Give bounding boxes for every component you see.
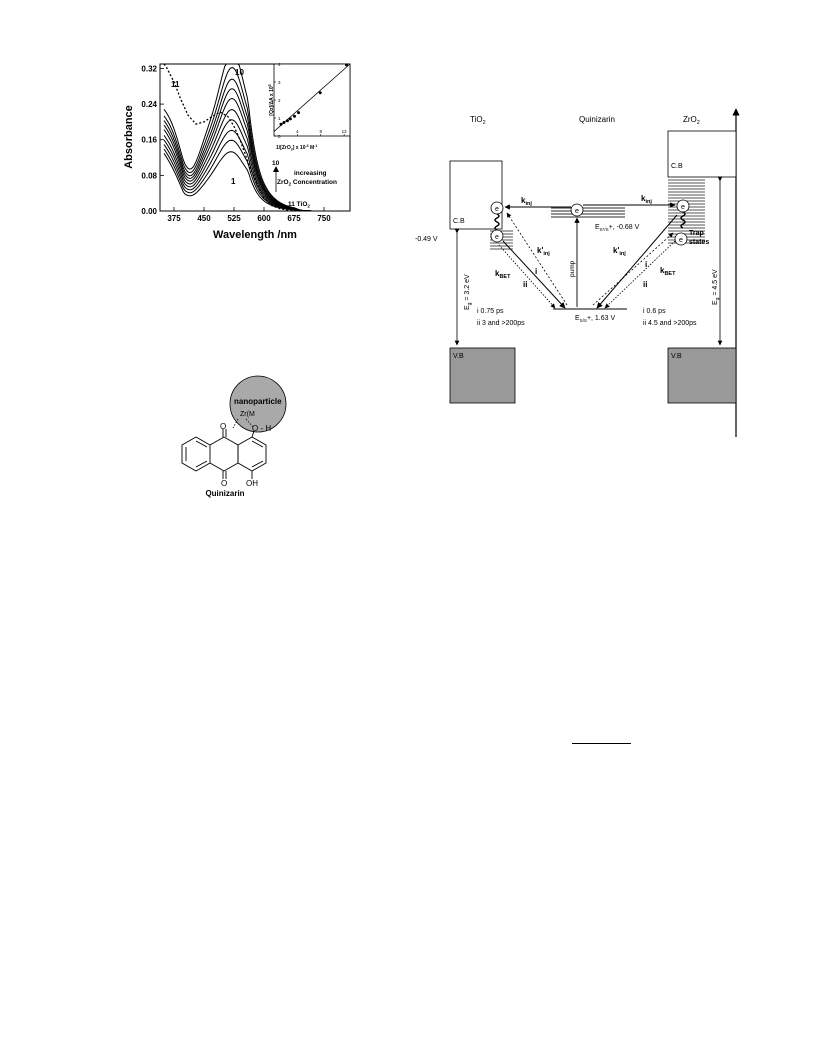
inset-point (280, 123, 283, 126)
curve-label-11: 11 (171, 80, 180, 89)
y-tick-label: 0.32 (141, 64, 157, 74)
zro2-conduction-band (668, 131, 736, 177)
electron-label: e (575, 208, 579, 215)
kbet-label-tio2: $k_{BET}$ (495, 269, 511, 280)
kinj-label-tio2: $k_{inj}$ (521, 196, 532, 207)
hydroxyl-label: OH (246, 479, 258, 488)
y-tick-label: 0.16 (141, 135, 157, 145)
inset-point (345, 63, 348, 66)
pump-label: pump (569, 260, 576, 277)
quinizarin-binding-figure (180, 375, 310, 500)
header-tio2: TiO$_2$ (470, 115, 486, 126)
quinizarin-molecule (182, 429, 266, 479)
metal-label: Zr(M (240, 411, 255, 418)
path-ii-tio2: ii (523, 280, 528, 289)
trap-states-label: Trap (689, 230, 704, 237)
kbet-label-zro2: $k_{BET}$ (660, 266, 676, 277)
tio2-time-ii: ii 3 and >200ps (477, 320, 525, 327)
oxygen-left: O (220, 422, 227, 431)
zro2-time-i: i 0.6 ps (643, 308, 666, 315)
zro2-cb-label: C.B (671, 163, 683, 170)
tio2-cb-label: C.B (453, 218, 465, 225)
excited-state-label: $E_{S*/S}+$, -0.68 V (595, 224, 640, 232)
zro2-time-ii: ii 4.5 and >200ps (643, 320, 697, 327)
zro2-gap-label: $E_g = 4.5$ eV (712, 269, 721, 305)
x-tick-label: 525 (227, 214, 241, 223)
x-tick-label: 750 (317, 214, 331, 223)
nanoparticle-label: nanoparticle (234, 397, 282, 406)
y-tick-label: 0.00 (141, 207, 157, 216)
inset-x-tick-label: 4 (296, 129, 299, 134)
path-i-tio2: i (535, 267, 538, 276)
electron-label: e (495, 206, 499, 213)
inset-point (319, 91, 322, 94)
inset-x-label: 1/[ZrO$_2$] x $10^{-3}$ $M^{-1}$ (276, 144, 318, 152)
tio2-time-i: i 0.75 ps (477, 308, 504, 315)
inset-y-tick-label: 4 (278, 62, 281, 67)
energy-level-diagram (415, 105, 750, 445)
electron-label: e (681, 204, 685, 211)
spectrum-line (164, 130, 311, 211)
relaxation-spring-icon (681, 212, 685, 228)
x-axis-label: Wavelength /nm (213, 229, 297, 241)
inset-y-label: [Qz]/ΔA x $10^5$ (268, 84, 275, 116)
kinj-prime-label-tio2: $k'_{inj}$ (537, 246, 550, 257)
kbet-arrow-i-tio2 (503, 241, 565, 308)
y-tick-label: 0.08 (141, 171, 157, 181)
inset-plot (268, 62, 350, 152)
annotation-tio2: 11 TiO$_2$ (288, 201, 310, 209)
trap-states-label-2: states (689, 239, 710, 246)
inset-y-tick-label: 0 (278, 134, 281, 139)
curve-label-10: 10 (235, 68, 244, 77)
y-tick-label: 0.24 (141, 100, 157, 110)
path-ii-zro2: ii (643, 280, 648, 289)
x-tick-label: 375 (167, 214, 181, 223)
annotation-zro2-concentration: ZrO$_2$ Concentration (277, 179, 337, 187)
footnote-rule (572, 743, 631, 744)
tio2-gap-label: $E_g = 3.2$ eV (464, 274, 473, 310)
absorption-spectrum-chart (118, 58, 353, 243)
arrow-label-10: 10 (272, 160, 280, 167)
header-zro2: ZrO$_2$ (683, 115, 700, 126)
tio2-potential-label: -0.49 V (415, 236, 438, 243)
x-tick-label: 675 (287, 214, 301, 223)
excited-state-levels (551, 208, 625, 217)
inset-y-tick-label: 3 (278, 80, 281, 85)
x-tick-label: 600 (257, 214, 271, 223)
zro2-vb-label: V.B (671, 353, 682, 360)
inset-point (286, 119, 289, 122)
quinizarin-caption: Quinizarin (205, 489, 245, 498)
inset-y-tick-label: 1 (278, 116, 281, 121)
kinj-prime-label-zro2: $k'_{inj}$ (613, 246, 626, 257)
kinj-prime-arrow-tio2 (507, 213, 567, 305)
oxygen-bottom: O (221, 479, 228, 488)
inset-x-tick-label: 12 (341, 129, 347, 134)
inset-x-tick-label: 8 (319, 129, 323, 134)
y-axis-label: Absorbance (123, 105, 135, 169)
ground-state-label: $E_{S/S}+$, 1.63 V (575, 315, 616, 323)
inset-point (289, 117, 292, 120)
tio2-vb-label: V.B (453, 353, 464, 360)
kinj-label-zro2: $k_{inj}$ (641, 194, 652, 205)
inset-point (297, 111, 300, 114)
path-i-zro2: i (645, 260, 648, 269)
inset-point (293, 115, 296, 118)
electron-label: e (495, 234, 499, 241)
annotation-increasing: increasing (294, 170, 327, 177)
inset-point (282, 121, 285, 124)
oxygen-right: O - H (252, 424, 272, 433)
curve-label-1: 1 (231, 177, 236, 186)
inset-frame (274, 64, 350, 136)
header-quinizarin: Quinizarin (578, 115, 616, 124)
electron-label: e (679, 237, 683, 244)
inset-y-tick-label: 2 (278, 98, 281, 103)
x-tick-label: 450 (197, 214, 211, 223)
